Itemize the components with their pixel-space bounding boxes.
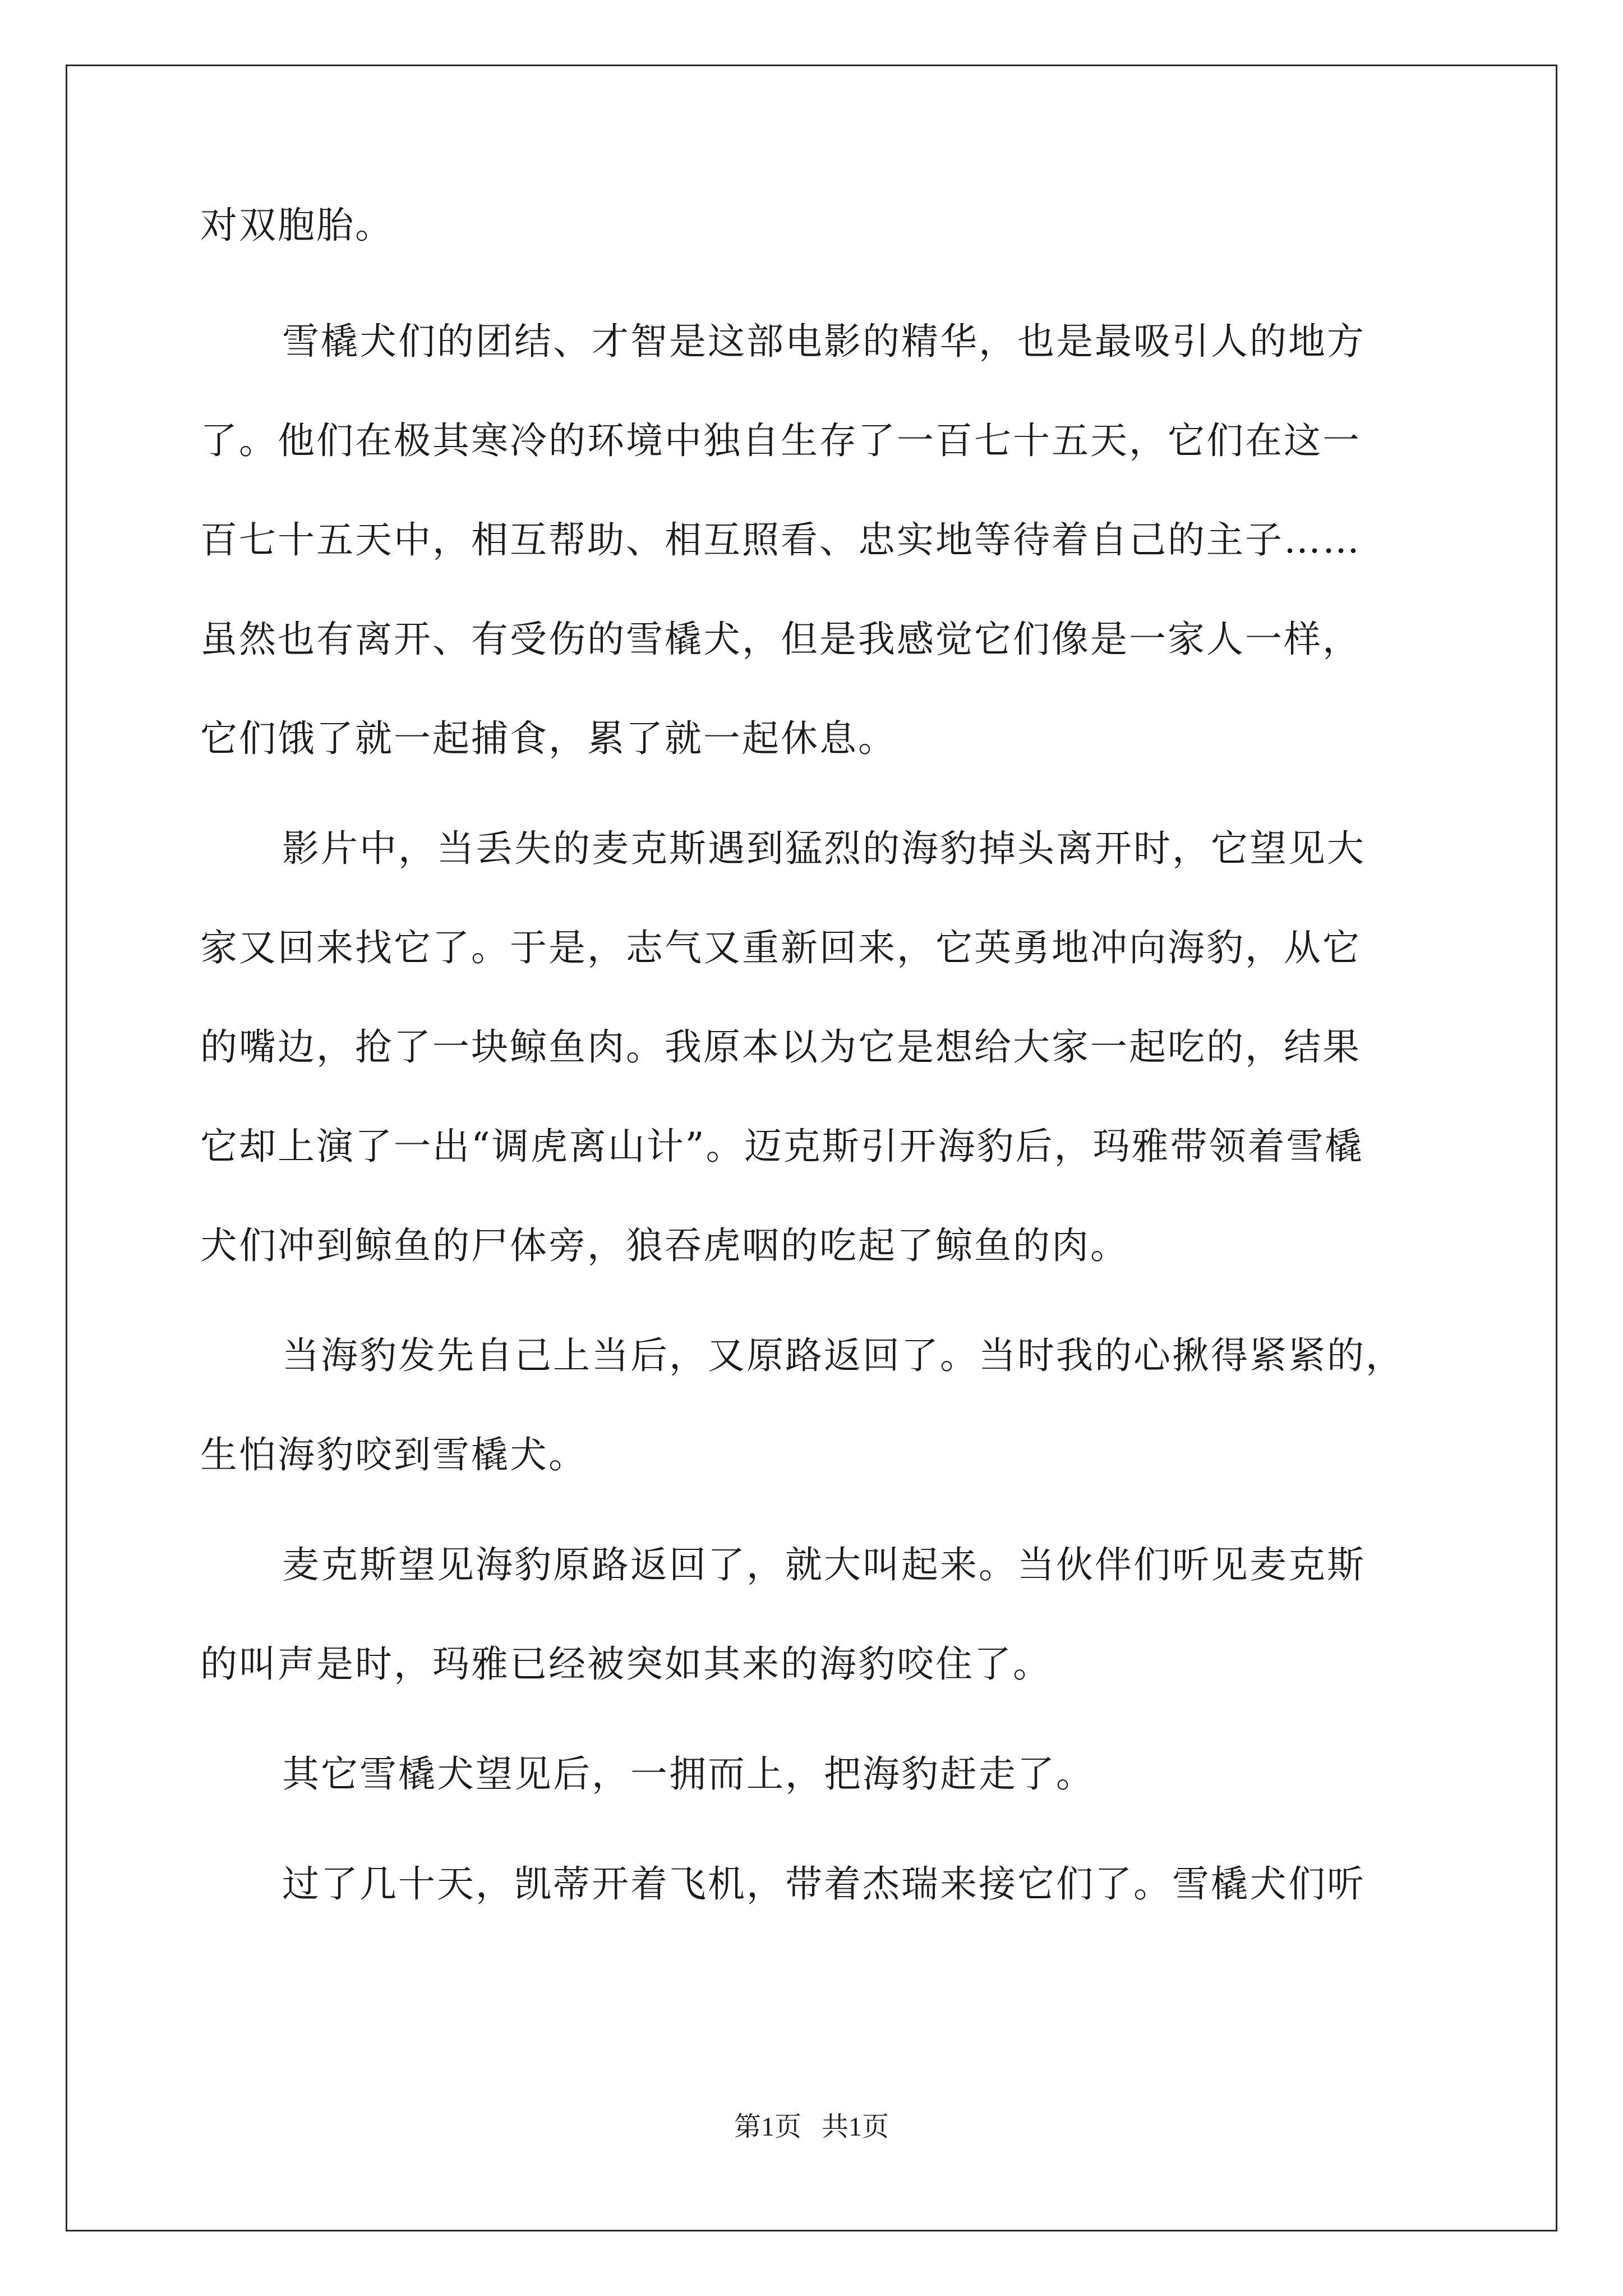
text-line: 虽然也有离开、有受伤的雪橇犬，但是我感觉它们像是一家人一样， bbox=[200, 618, 1361, 661]
text-line: 雪橇犬们的团结、才智是这部电影的精华，也是最吸引人的地方 bbox=[282, 320, 1366, 363]
text-line: 当海豹发先自己上当后，又原路返回了。当时我的心揪得紧紧的， bbox=[282, 1334, 1404, 1377]
text-line: 其它雪橇犬望见后，一拥而上，把海豹赶走了。 bbox=[282, 1752, 1095, 1796]
text-line: 它们饿了就一起捕食，累了就一起休息。 bbox=[200, 717, 897, 760]
text-line: 影片中，当丢失的麦克斯遇到猛烈的海豹掉头离开时，它望见大 bbox=[282, 827, 1366, 870]
text-line: 百七十五天中，相互帮助、相互照看、忠实地等待着自己的主子…… bbox=[200, 518, 1361, 562]
text-line: 家又回来找它了。于是，志气又重新回来，它英勇地冲向海豹，从它 bbox=[200, 926, 1361, 969]
text-line: 的叫声是时，玛雅已经被突如其来的海豹咬住了。 bbox=[200, 1642, 1052, 1686]
text-line: 它却上演了一出“调虎离山计”。迈克斯引开海豹后，玛雅带领着雪橇 bbox=[200, 1125, 1364, 1168]
text-line: 犬们冲到鲸鱼的尸体旁，狼吞虎咽的吃起了鲸鱼的肉。 bbox=[200, 1224, 1129, 1267]
text-line: 了。他们在极其寒冷的环境中独自生存了一百七十五天，它们在这一 bbox=[200, 419, 1361, 462]
page-number-footer: 第1页 共1页 bbox=[734, 2112, 889, 2142]
text-line: 的嘴边，抢了一块鲸鱼肉。我原本以为它是想给大家一起吃的，结果 bbox=[200, 1025, 1361, 1069]
text-line: 生怕海豹咬到雪橇犬。 bbox=[200, 1433, 587, 1476]
text-line: 过了几十天，凯蒂开着飞机，带着杰瑞来接它们了。雪橇犬们听 bbox=[282, 1862, 1366, 1906]
text-line: 麦克斯望见海豹原路返回了，就大叫起来。当伙伴们听见麦克斯 bbox=[282, 1543, 1366, 1586]
text-line: 对双胞胎。 bbox=[200, 204, 394, 247]
